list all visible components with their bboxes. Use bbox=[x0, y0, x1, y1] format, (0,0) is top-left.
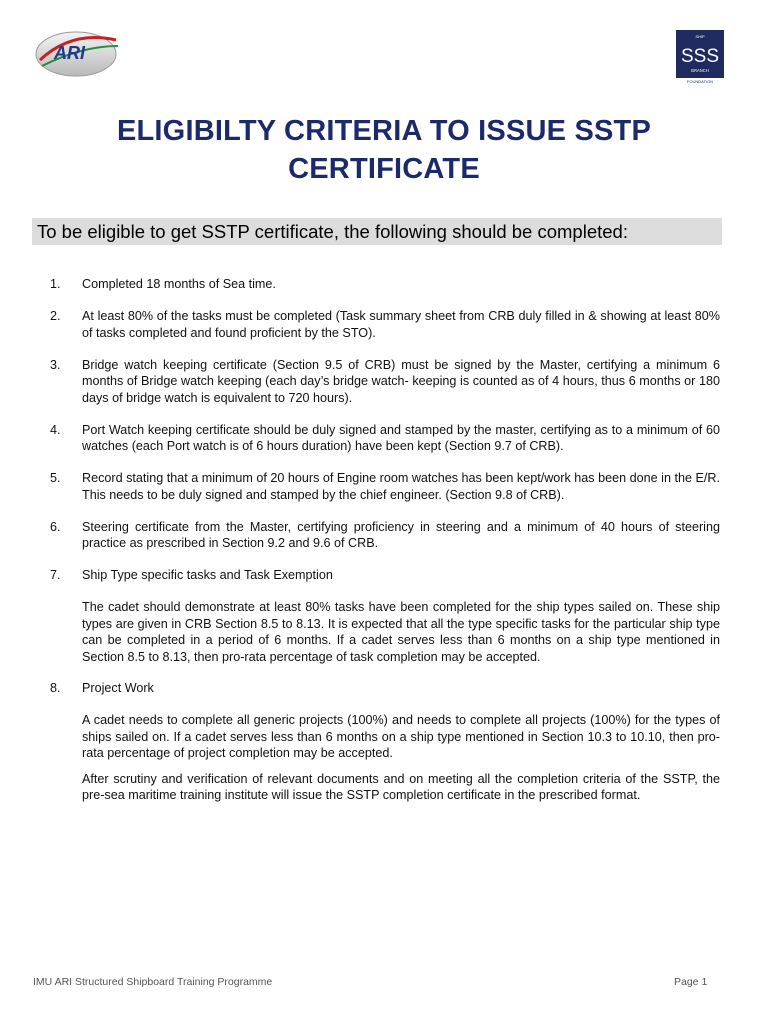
list-item bbox=[50, 308, 720, 341]
list-item bbox=[50, 519, 720, 552]
sss-logo-top: SHIP bbox=[695, 34, 705, 39]
list-item-number: 3. bbox=[50, 357, 61, 372]
ship-type-paragraph: The cadet should demonstrate at least 80% tasks have been completed for the ship types sailed on. These ship types are given in CRB Section 8.5 to 8.13. It is expected that all the type specific tasks for the particular ship type can be completed in a period of 6 months. If a cadet serves less than 6 months on a ship type mentioned in Section 8.5 to 8.13, then pro-rata percentage of task completion may be accepted. bbox=[82, 600, 720, 664]
list-item bbox=[50, 422, 720, 455]
ari-logo bbox=[32, 26, 122, 82]
list-item-text: Record stating that a minimum of 20 hours of Engine room watches has been kept/work has been done in the E/R. This needs to be duly signed and stamped by the chief engineer. (Section 9.8 of CRB). bbox=[82, 471, 720, 502]
list-item-text: Completed 18 months of Sea time. bbox=[82, 277, 276, 291]
list-item-text: Steering certificate from the Master, certifying proficiency in steering and a minimum of 40 hours of steering practice as prescribed in Section 9.2 and 9.6 of CRB. bbox=[82, 519, 720, 550]
sss-logo-text: SSS bbox=[680, 46, 720, 67]
page-title bbox=[40, 112, 728, 188]
page-title-line1: ELIGIBILTY CRITERIA TO ISSUE SSTP bbox=[116, 115, 652, 147]
list-item-number: 6. bbox=[50, 519, 61, 534]
sss-logo-bottom: FOUNDATION bbox=[686, 79, 714, 84]
list-item-text: Project Work bbox=[82, 681, 154, 695]
list-item-number: 7. bbox=[50, 568, 61, 582]
list-item-text: Ship Type specific tasks and Task Exemption bbox=[82, 568, 333, 582]
list-item bbox=[50, 357, 720, 407]
list-item-text: Port Watch keeping certificate should be duly signed and stamped by the master, certifying as to a minimum of 60 watches (each Port watch is of 6 hours duration) have been kept (Section 9.7 of CRB). bbox=[82, 422, 720, 453]
list-item bbox=[50, 276, 720, 293]
list-item bbox=[50, 680, 720, 697]
list-item-number: 1. bbox=[50, 277, 61, 291]
footer-programme-name: IMU ARI Structured Shipboard Training Programme bbox=[33, 976, 273, 988]
list-item-number: 5. bbox=[50, 471, 61, 485]
sss-logo-mid: BRANCH bbox=[691, 68, 709, 73]
footer-page-number: Page 1 bbox=[674, 976, 708, 988]
list-item-number: 4. bbox=[50, 422, 61, 437]
list-item-text: Bridge watch keeping certificate (Section 9.5 of CRB) must be signed by the Master, certifying a minimum 6 months of Bridge watch keeping (each day’s bridge watch- keeping is counted as of 4 hours, thus 6 months or 180 days of bridge watch is equivalent to 720 hours). bbox=[82, 357, 720, 405]
section-subheader: To be eligible to get SSTP certificate, the following should be completed: bbox=[32, 218, 722, 245]
list-item-number: 2. bbox=[50, 309, 61, 323]
list-item-text: At least 80% of the tasks must be completed (Task summary sheet from CRB duly filled in & showing at least 80% of tasks completed and found proficient by the STO). bbox=[82, 309, 720, 340]
criteria-list bbox=[50, 276, 720, 813]
project-work-paragraph: A cadet needs to complete all generic projects (100%) and needs to complete all projects (100%) for the types of ships sailed on. If a cadet serves less than 6 months on a ship type mentioned in Section 10.3 to 10.10, then pro-rata percentage of project completion may be accepted. bbox=[82, 713, 720, 760]
sss-logo bbox=[676, 30, 724, 84]
list-item-number: 8. bbox=[50, 681, 61, 695]
completion-paragraph: After scrutiny and verification of relevant documents and on meeting all the completion criteria of the SSTP, the pre-sea maritime training institute will issue the SSTP completion certificate in the prescribed format. bbox=[82, 771, 720, 802]
list-item bbox=[50, 470, 720, 503]
ari-logo-text: ARI bbox=[54, 43, 85, 63]
list-item bbox=[50, 567, 720, 584]
page-title-line2: CERTIFICATE bbox=[288, 153, 480, 185]
